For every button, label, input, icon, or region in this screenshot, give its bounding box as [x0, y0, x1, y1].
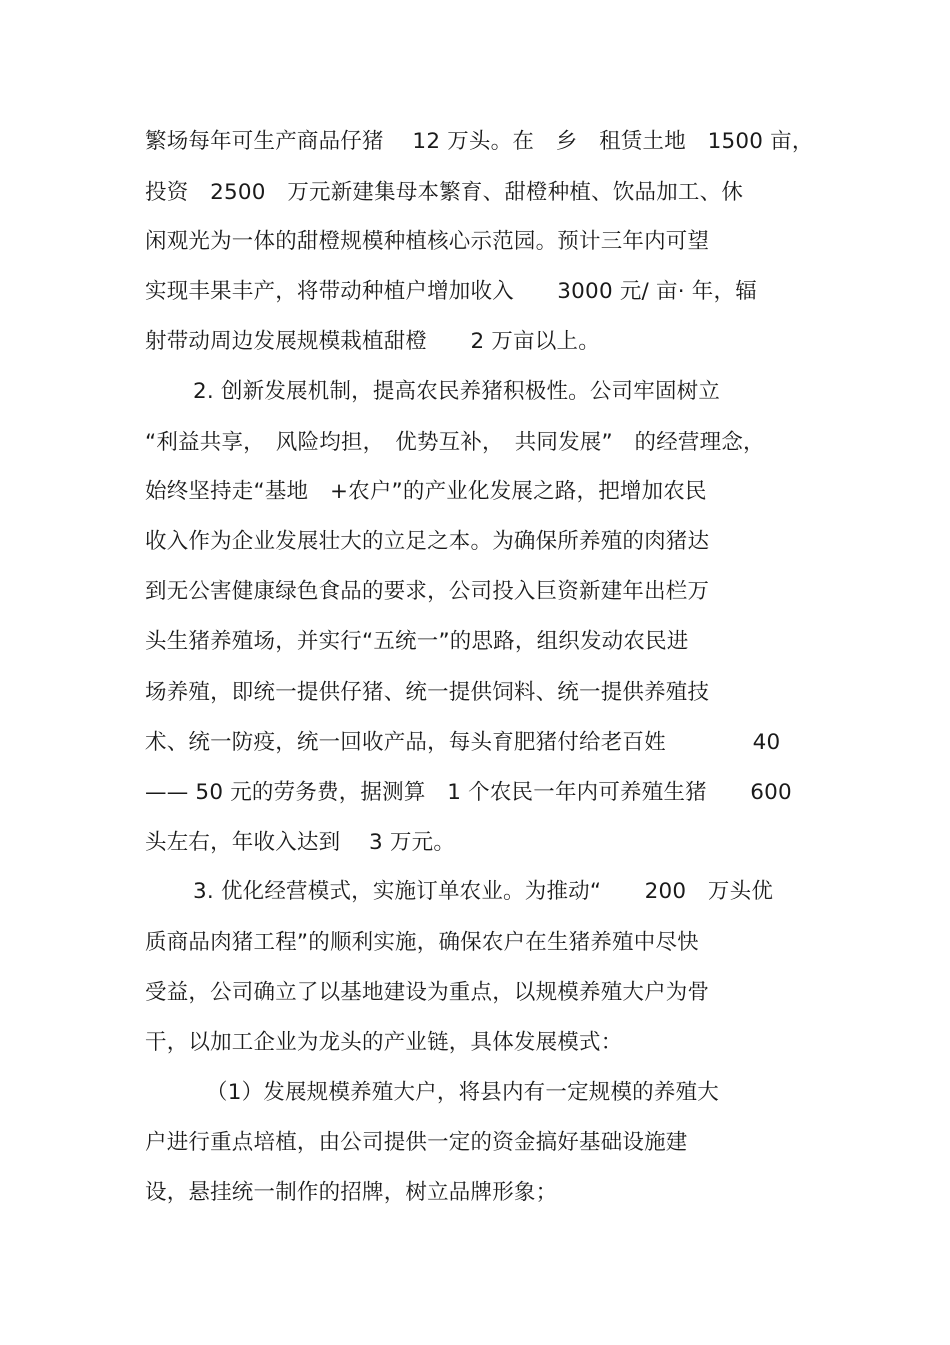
text-line: 射带动周边发展规模栽植甜橙 2 万亩以上。: [145, 329, 600, 354]
text-line: 始终坚持走“基地 +农户”的产业化发展之路，把增加农民: [145, 479, 707, 504]
text-line: 到无公害健康绿色食品的要求，公司投入巨资新建年出栏万: [145, 579, 710, 604]
text-line: 场养殖，即统一提供仔猪、统一提供饲料、统一提供养殖技: [145, 680, 710, 705]
text-line: 头生猪养殖场，并实行“五统一”的思路，组织发动农民进: [145, 629, 689, 654]
text-line: 繁场每年可生产商品仔猪 12 万头。在 乡 租赁土地 1500 亩，: [145, 129, 814, 154]
text-line: 质商品肉猪工程”的顺利实施，确保农户在生猪养殖中尽快: [145, 930, 699, 955]
text-line: 户进行重点培植，由公司提供一定的资金搞好基础设施建: [145, 1130, 688, 1155]
text-line: 闲观光为一体的甜橙规模种植核心示范园。预计三年内可望: [145, 229, 710, 254]
text-line: 投资 2500 万元新建集母本繁育、甜橙种植、饮品加工、休: [145, 180, 744, 205]
paragraph-start-line: 2. 创新发展机制，提高农民养猪积极性。公司牢固树立: [193, 379, 721, 404]
text-line: 设，悬挂统一制作的招牌，树立品牌形象；: [145, 1180, 558, 1205]
paragraph-start-line: 3. 优化经营模式，实施订单农业。为推动“ 200 万头优: [193, 879, 774, 904]
text-line: 受益，公司确立了以基地建设为重点，以规模养殖大户为骨: [145, 980, 710, 1005]
text-line: 实现丰果丰产，将带动种植户增加收入 3000 元/ 亩· 年，辐: [145, 279, 757, 304]
text-line: “利益共享， 风险均担， 优势互补， 共同发展” 的经营理念，: [145, 430, 765, 455]
text-line: 干，以加工企业为龙头的产业链，具体发展模式：: [145, 1030, 623, 1055]
text-line: 收入作为企业发展壮大的立足之本。为确保所养殖的肉猪达: [145, 529, 710, 554]
text-line: 头左右，年收入达到 3 万元。: [145, 830, 456, 855]
text-line: 术、统一防疫，统一回收产品，每头育肥猪付给老百姓 40: [145, 730, 781, 755]
paragraph-start-line: （1）发展规模养殖大户，将县内有一定规模的养殖大: [206, 1080, 719, 1105]
text-line: —— 50 元的劳务费，据测算 1 个农民一年内可养殖生猪 600: [145, 780, 792, 805]
